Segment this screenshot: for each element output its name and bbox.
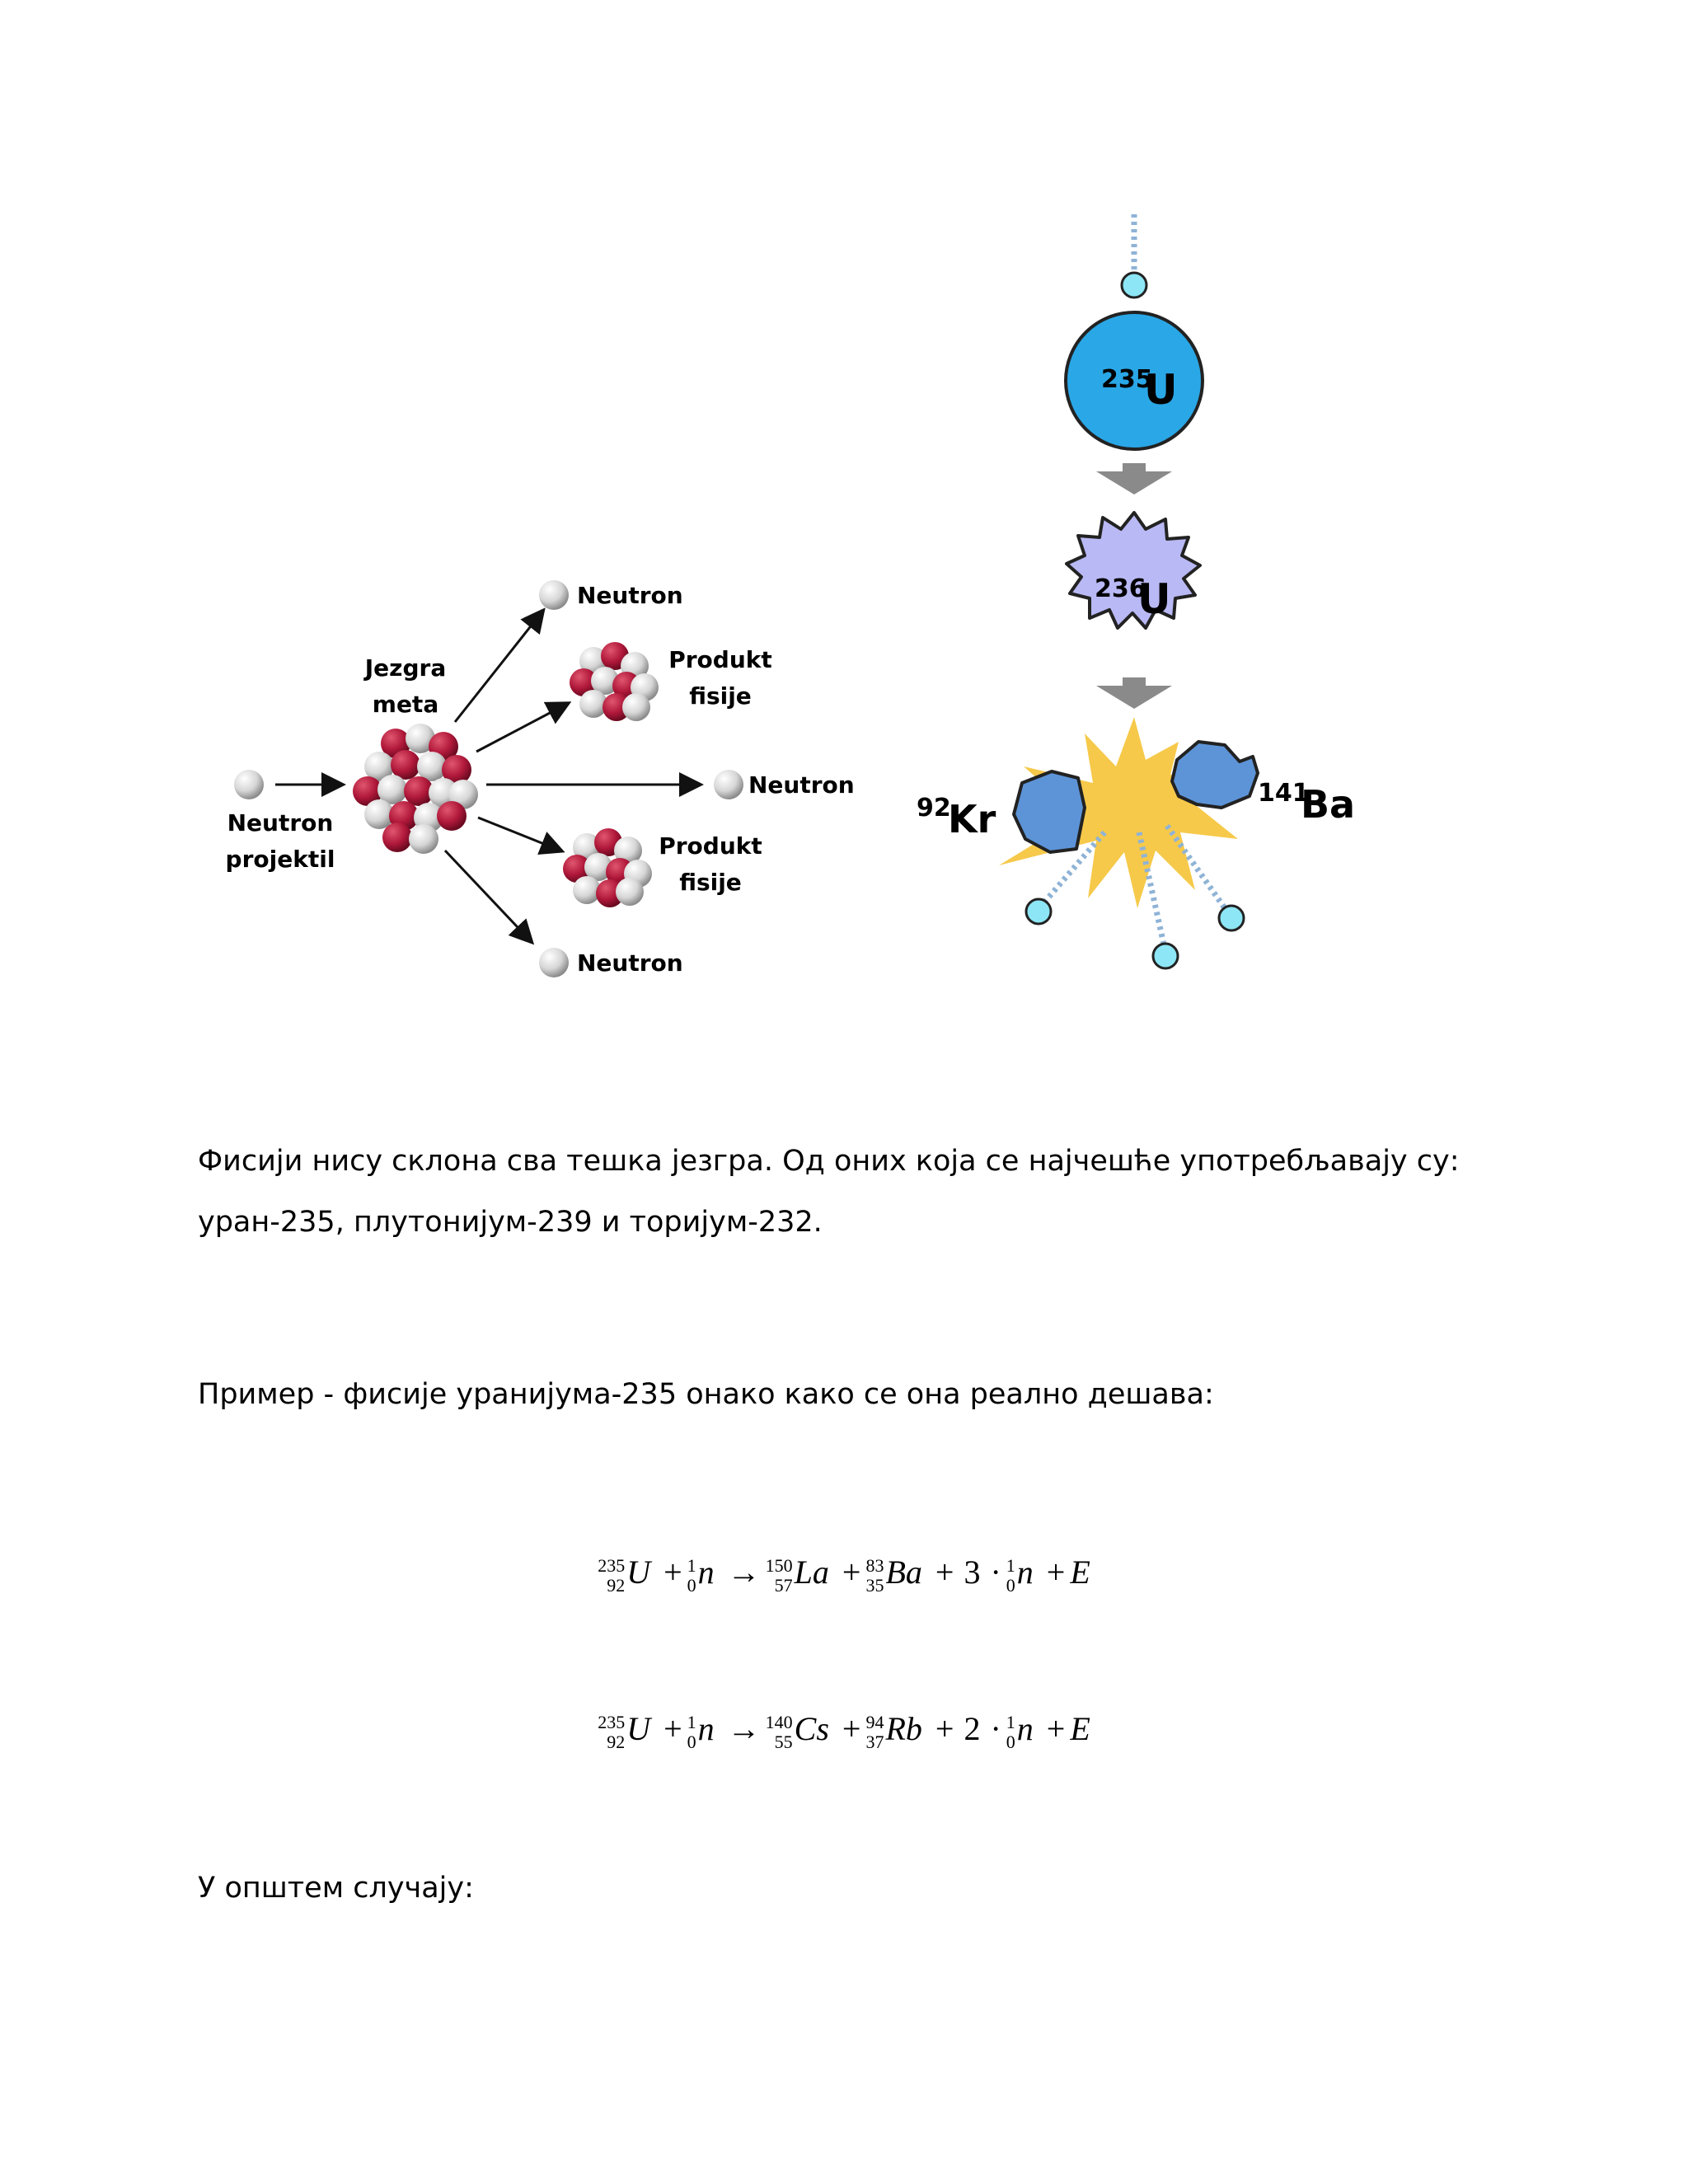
eq2-n2-mass: 1: [1006, 1711, 1015, 1732]
eq1-p1-symbol: La: [794, 1554, 829, 1591]
eq1-energy: E: [1070, 1554, 1090, 1591]
arrow-down-2: [1096, 677, 1172, 709]
eq2-coefficient: 2: [964, 1710, 981, 1747]
eq2-n-symbol: n: [697, 1710, 715, 1747]
arrow-to-product-bottom: [478, 818, 560, 851]
eq2-u-z: 92: [607, 1731, 626, 1752]
eq1-u-symbol: U: [626, 1554, 651, 1591]
eq2-p1-symbol: Cs: [794, 1710, 829, 1747]
target-nucleus: [353, 724, 478, 854]
arrow-to-product-top: [476, 704, 567, 752]
projectile-label-2: projektil: [225, 846, 335, 873]
kr-mass: 92: [917, 794, 951, 823]
eq2-n2-symbol: n: [1016, 1710, 1034, 1747]
eq1-u-mass: 235: [598, 1554, 626, 1576]
equation-2: 235 92 U + 1 0 n → 140 55 Cs + 94 37 Rb + 2 · 1 0 n + E: [598, 1710, 1090, 1752]
neutron-bottom: [539, 948, 569, 977]
neutron-top-label: Neutron: [577, 582, 683, 609]
kr-fragment: [1014, 771, 1085, 852]
eq1-p2-z: 35: [865, 1574, 884, 1596]
u235-symbol: U: [1144, 366, 1178, 414]
outgoing-neutron-middle: [1153, 944, 1178, 968]
arrow-down-1: [1096, 463, 1172, 494]
eq2-n-mass: 1: [687, 1711, 696, 1732]
paragraph-fissile-nuclei: Фисији нису склона сва тешка језгра. Од оних која се најчешће употребљавају су: уран-235, плутонијум-239 и торијум-232.: [198, 1145, 1460, 1239]
eq1-p2-mass: 83: [865, 1554, 884, 1576]
paragraph-general-case: У општем случају:: [198, 1872, 474, 1905]
eq1-n2-symbol: n: [1016, 1554, 1034, 1591]
eq1-n2-mass: 1: [1006, 1554, 1015, 1576]
u236-symbol: U: [1137, 575, 1171, 623]
equation-1: 235 92 U + 1 0 n → 150 57 La + 83 35 Ba + 3 · 1 0 n + E: [598, 1554, 1090, 1596]
outgoing-neutron-left: [1026, 899, 1051, 924]
eq2-n2-z: 0: [1006, 1731, 1015, 1752]
neutron-mid-label: Neutron: [748, 771, 855, 799]
u235-mass: 235: [1101, 365, 1153, 394]
fission-product-top: [570, 642, 659, 721]
incoming-neutron: [1122, 273, 1146, 298]
arrow-to-neutron-top: [455, 612, 542, 722]
eq1-p1-z: 57: [774, 1574, 793, 1596]
product-bottom-label-1: Produkt: [659, 832, 762, 860]
eq2-u-symbol: U: [626, 1710, 651, 1747]
paragraph-example: Пример - фисије уранијума-235 онако како се она реално дешава:: [198, 1378, 1214, 1411]
product-top-label-2: fisije: [689, 682, 752, 710]
uranium-fission-figure: [898, 206, 1409, 997]
product-bottom-label-2: fisije: [679, 869, 742, 896]
projectile-label-1: Neutron: [227, 809, 334, 837]
target-label-2: meta: [372, 691, 439, 718]
eq1-n2-z: 0: [1006, 1574, 1015, 1596]
eq1-p2-symbol: Ba: [885, 1554, 922, 1591]
arrow-to-neutron-bottom: [445, 851, 531, 941]
neutron-mid: [714, 770, 743, 799]
eq1-n-mass: 1: [687, 1554, 696, 1576]
neutron-bottom-label: Neutron: [577, 949, 683, 977]
u236-nucleus: [1067, 513, 1200, 628]
projectile-neutron: [234, 770, 264, 799]
eq1-p1-mass: 150: [765, 1554, 793, 1576]
fission-product-bottom: [563, 828, 652, 907]
eq2-p1-z: 55: [774, 1731, 793, 1752]
eq2-p2-symbol: Rb: [885, 1710, 922, 1747]
target-label-1: Jezgra: [364, 654, 447, 682]
ba-mass: 141: [1258, 779, 1310, 808]
ba-fragment: [1172, 742, 1258, 808]
eq2-p2-z: 37: [865, 1731, 884, 1752]
fission-scheme-figure: [223, 569, 865, 997]
eq2-n-z: 0: [687, 1731, 696, 1752]
eq2-u-mass: 235: [598, 1711, 626, 1732]
eq1-coefficient: 3: [964, 1554, 981, 1591]
eq2-energy: E: [1070, 1710, 1090, 1747]
eq2-p2-mass: 94: [865, 1711, 884, 1732]
kr-symbol: Kr: [948, 797, 996, 841]
eq1-n-z: 0: [687, 1574, 696, 1596]
eq2-p1-mass: 140: [765, 1711, 793, 1732]
product-top-label-1: Produkt: [668, 646, 772, 673]
outgoing-neutron-right: [1219, 906, 1244, 930]
u236-mass: 236: [1095, 574, 1146, 603]
eq1-n-symbol: n: [697, 1554, 715, 1591]
eq1-u-z: 92: [607, 1574, 626, 1596]
neutron-top: [539, 580, 569, 610]
ba-symbol: Ba: [1301, 782, 1356, 827]
